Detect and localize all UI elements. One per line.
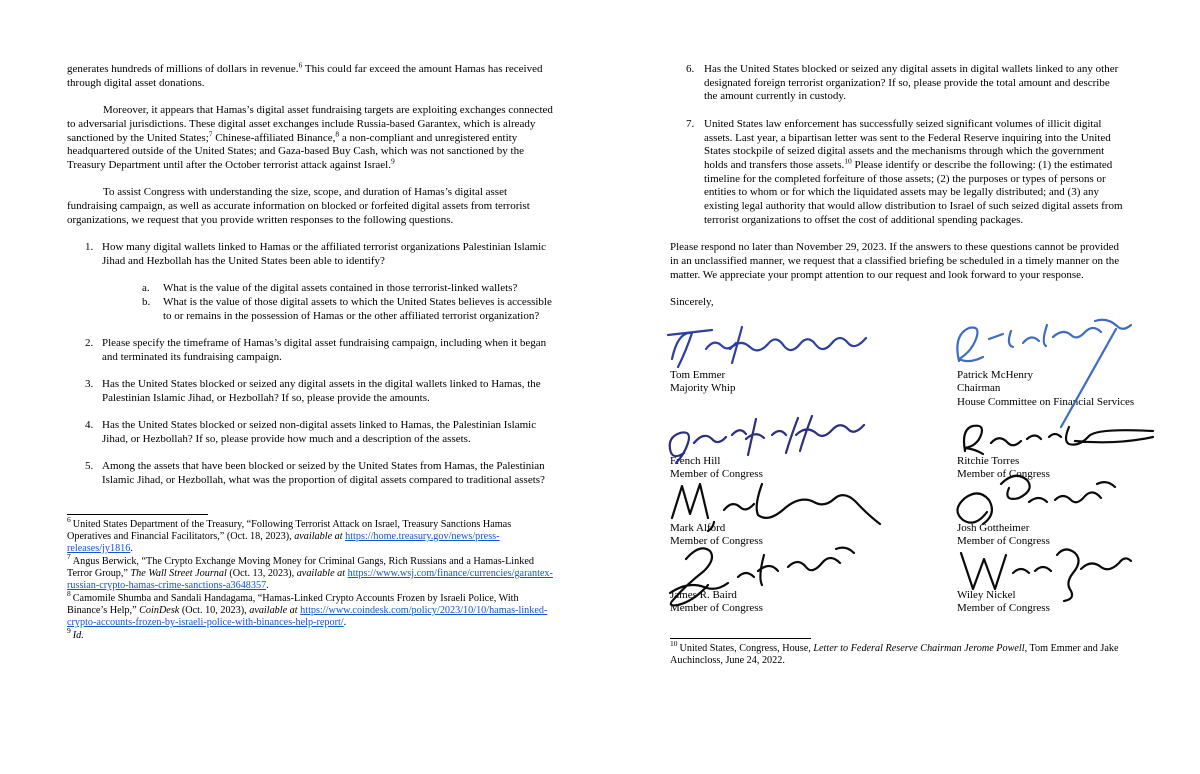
- signature-block-patrick-mchenry: [957, 369, 1187, 410]
- question-text: [102, 337, 546, 363]
- footnote-marker: 8: [67, 589, 71, 599]
- signer-title: Member of Congress: [957, 535, 1050, 548]
- text-segment: What is the value of the digital assets contained in those terrorist-linked wallets?: [163, 282, 518, 295]
- question-text: [102, 378, 541, 404]
- footnote-reference: 7: [208, 128, 213, 138]
- footnote-6: [67, 515, 554, 556]
- signer-name: Patrick McHenry: [957, 368, 1034, 381]
- signature-block-french-hill: [670, 455, 900, 482]
- signature-block-mark-alford: [670, 522, 900, 549]
- text-segment: Camomile Shumba and Sandali Handagama, “Hamas-Linked Crypto Accounts Frozen by Israeli Police, With Binance’s Help,”: [67, 592, 519, 617]
- footnote-8: [67, 589, 554, 630]
- sub-question-letter: b.: [142, 295, 151, 308]
- text-segment: (Oct. 10, 2023),: [179, 605, 250, 617]
- text-segment: available at: [249, 605, 298, 617]
- text-segment: Id.: [72, 629, 84, 641]
- signer-title: Chairman: [957, 382, 1001, 395]
- sub-question-list: [102, 282, 554, 323]
- text-segment: United States Department of the Treasury, “Following Terrorist Attack on Israel, Treasury Sanctions Hamas Operatives and Financial Facilitators,” (Oct. 18, 2023),: [67, 518, 512, 543]
- question-number: 5.: [85, 460, 94, 473]
- footnote-marker: 10: [670, 639, 678, 649]
- signer-title: Member of Congress: [957, 602, 1050, 615]
- text-segment: Letter to Federal Reserve Chairman Jerome Powell: [813, 642, 1025, 654]
- signature-block-josh-gottheimer: [957, 522, 1187, 549]
- question-item-3: [67, 378, 554, 405]
- signature-block-tom-emmer: [670, 369, 900, 396]
- text-segment: Has the United States blocked or seized non-digital assets linked to Hamas, the Palestinian Islamic Jihad, or Hezbollah? If so, please provide how much and a description of the assets.: [102, 419, 537, 445]
- hyperlink[interactable]: https://www.wsj.com/finance/currencies/garantex-russian-crypto-hamas-crime-sanctions-a3648357: [67, 568, 553, 592]
- sub-question-text: [163, 296, 552, 322]
- footnote-reference: 9: [390, 156, 395, 166]
- question-text: [102, 419, 536, 445]
- footnote-7: [67, 552, 554, 593]
- question-number: 3.: [85, 378, 94, 391]
- signature-area: [670, 316, 1135, 626]
- text-segment: available at: [294, 531, 343, 543]
- question-item-1: [67, 241, 554, 323]
- text-segment: .: [130, 543, 133, 555]
- paragraph: [67, 186, 554, 227]
- text-segment: United States law enforcement has successfully seized significant volumes of illicit digital assets. Last year, a bipartisan letter was sent to the Federal Reserve inquiring into the United States stockpile of seized digital assets and the mechanisms through which the government holds and transfers those assets.: [704, 117, 1111, 171]
- text-segment: United States, Congress, House,: [679, 642, 814, 654]
- signature-block-ritchie-torres: [957, 455, 1187, 482]
- footnotes-page-2: [670, 638, 1125, 668]
- text-segment: .: [266, 580, 269, 592]
- signer-title: Member of Congress: [670, 535, 763, 548]
- signer-title: Member of Congress: [957, 468, 1050, 481]
- question-number: 6.: [686, 63, 695, 75]
- text-segment: a non-compliant and unregistered entity headquartered outside of the United States; and Gaza-based Buy Cash, which was not sanctioned by the Treasury Department until after the October terrorist attack against Israel.: [67, 131, 524, 171]
- question-item-2: [67, 337, 554, 364]
- hyperlink[interactable]: https://www.coindesk.com/policy/2023/10/10/hamas-linked-crypto-accounts-frozen-by-israeli-police-with-binances-help-report/: [67, 605, 548, 629]
- question-number: 7.: [686, 117, 695, 130]
- signer-name: French Hill: [670, 454, 721, 467]
- text-segment: available at: [296, 568, 346, 580]
- text-segment: Among the assets that have been blocked or seized by the United States from Hamas, the Palestinian Islamic Jihad, or Hezbollah, what was the proportion of digital assets compared to traditional assets?: [102, 460, 545, 486]
- closing-paragraph: [670, 241, 1125, 282]
- sub-question-letter: a.: [142, 282, 150, 295]
- text-segment: The Wall Street Journal: [130, 568, 227, 580]
- question-text: [704, 118, 1123, 226]
- page-1: [67, 60, 554, 642]
- text-segment: Has the United States blocked or seized any digital assets in the digital wallets linked to Hamas, the Palestinian Islamic Jihad, or Hezbollah? If so, please provide the amounts.: [102, 378, 541, 404]
- footnote-reference: 8: [335, 128, 340, 138]
- signer-name: Josh Gottheimer: [957, 521, 1030, 534]
- footnote-text: [670, 643, 1118, 666]
- paragraph: [67, 104, 554, 173]
- text-segment: generates hundreds of millions of dollars in revenue.: [67, 63, 299, 75]
- footnote-10: [670, 639, 1125, 668]
- text-segment: How many digital wallets linked to Hamas or the affiliated terrorist organizations Palestinian Islamic Jihad and Hezbollah has the United States been able to identify?: [102, 241, 547, 267]
- footnote-text: [67, 556, 553, 592]
- signer-title: Majority Whip: [670, 382, 736, 395]
- signature-block-james-baird: [670, 589, 900, 616]
- footnote-reference: 10: [844, 156, 852, 166]
- question-item-6: [670, 63, 1125, 104]
- question-number: 4.: [85, 419, 94, 432]
- footnote-reference: 6: [298, 60, 303, 70]
- signer-name: Mark Alford: [670, 521, 726, 534]
- text-segment: (Oct. 13, 2023),: [226, 568, 297, 580]
- text-segment: Has the United States blocked or seized any digital assets in digital wallets linked to any other designated foreign terrorist organization? If so, please provide the total amount and describe the amount currently in custody.: [704, 63, 1119, 103]
- footnote-marker: 6: [67, 515, 71, 525]
- signature-ritchie-torres: [957, 421, 1157, 457]
- question-number: 1.: [85, 241, 94, 254]
- signer-name: James R. Baird: [670, 588, 737, 601]
- footnote-marker: 9: [67, 626, 71, 636]
- salutation: Sincerely,: [670, 295, 714, 308]
- signer-name: Wiley Nickel: [957, 588, 1016, 601]
- footnote-separator: [67, 514, 208, 515]
- text-segment: Chinese-affiliated Binance,: [212, 131, 336, 144]
- footnotes-page-1: [67, 514, 554, 642]
- footnote-separator: [670, 638, 811, 639]
- page-2: [670, 63, 1135, 667]
- sub-question-b: [102, 296, 554, 323]
- text-segment: To assist Congress with understanding the size, scope, and duration of Hamas’s digital asset fundraising campaign, as well as accurate information on blocked or forfeited digital assets from terrorist organizations, we request that you provide written responses to the following questions.: [67, 186, 530, 226]
- footnote-marker: 7: [67, 552, 71, 562]
- question-item-7: [670, 118, 1125, 228]
- text-segment: This could far exceed the amount Hamas has received through digital asset donations.: [67, 63, 543, 89]
- text-segment: CoinDesk: [139, 605, 180, 617]
- text-segment: , Tom Emmer and Jake Auchincloss, June 24, 2022.: [670, 642, 1119, 666]
- question-text: [102, 460, 545, 486]
- text-segment: Please specify the timeframe of Hamas’s digital asset fundraising campaign, including when it began and terminated its fundraising campaign.: [102, 336, 547, 363]
- question-item-5: [67, 460, 554, 487]
- signer-name: Ritchie Torres: [957, 454, 1020, 467]
- question-item-4: [67, 419, 554, 446]
- text-segment: Angus Berwick, “The Crypto Exchange Moving Money for Criminal Gangs, Rich Russians and a Hamas-Linked Terror Group,”: [67, 555, 534, 580]
- footnote-9: [67, 626, 554, 642]
- text-segment: What is the value of those digital assets to which the United States believes is accessible to or remains in the possession of Hamas or the other affiliated terrorist organization?: [163, 295, 552, 322]
- footnote-text: [73, 630, 84, 641]
- signer-title: Member of Congress: [670, 468, 763, 481]
- text-segment: .: [343, 617, 347, 629]
- signer-title: Member of Congress: [670, 602, 763, 615]
- signature-block-wiley-nickel: [957, 589, 1187, 616]
- text-segment: Please identify or describe the following: (1) the estimated timeline for the completed forfeiture of those assets; (2) the purposes or types of persons or entities to whom or for which the liquidated assets may be legally distributed; and (3) any existing legal authority that would allow distribution to Israel of such seized digital assets from terrorist organizations to offset the cost of additional spending packages.: [704, 158, 1123, 226]
- question-number: 2.: [85, 336, 94, 349]
- footnote-text: [67, 593, 547, 629]
- paragraph: [67, 60, 554, 90]
- footnote-text: [67, 519, 511, 555]
- text-segment: Moreover, it appears that Hamas’s digital asset fundraising targets are exploiting exchanges connected to adversarial jurisdictions. These digital asset exchanges include Russia-based Garantex, which is already sanctioned by the United States;: [67, 104, 553, 144]
- question-text: [102, 241, 546, 267]
- sub-question-a: [102, 282, 554, 296]
- sub-question-text: [163, 282, 517, 294]
- hyperlink[interactable]: https://home.treasury.gov/news/press-releases/jy1816: [67, 531, 500, 555]
- signer-committee: House Committee on Financial Services: [957, 395, 1135, 408]
- question-text: [704, 63, 1118, 102]
- signer-name: Tom Emmer: [670, 368, 726, 381]
- text-segment: Please respond no later than November 29, 2023. If the answers to these questions cannot be provided in an unclassified manner, we request that a classified briefing be scheduled in a timely manner on the matter. We appreciate your prompt attention to our request and look forward to your response.: [670, 241, 1120, 281]
- signature-tom-emmer: [666, 323, 876, 375]
